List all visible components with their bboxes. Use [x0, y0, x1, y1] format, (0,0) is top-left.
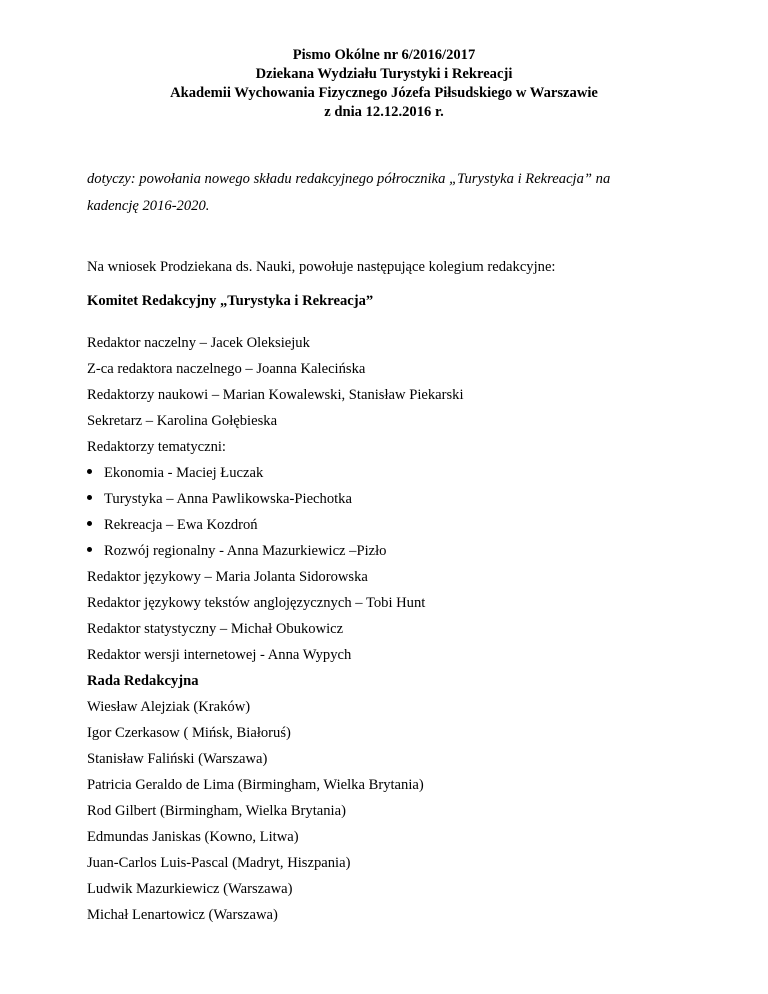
role-statistical-editor: Redaktor statystyczny – Michał Obukowicz	[87, 621, 344, 637]
council-member: Wiesław Alejziak (Kraków)	[87, 699, 251, 715]
role-english-language-editor: Redaktor językowy tekstów anglojęzycznych – Tobi Hunt	[87, 595, 426, 611]
role-language-editor: Redaktor językowy – Maria Jolanta Sidorowska	[87, 569, 368, 585]
header-line-1: Pismo Okólne nr 6/2016/2017	[292, 47, 476, 63]
role-editor-in-chief: Redaktor naczelny – Jacek Oleksiejuk	[87, 335, 310, 351]
list-item	[87, 464, 263, 483]
bullet-icon	[87, 547, 92, 552]
header-line-3: Akademii Wychowania Fizycznego Józefa Piłsudskiego w Warszawie	[170, 85, 598, 101]
council-member: Ludwik Mazurkiewicz (Warszawa)	[87, 881, 293, 897]
bullet-icon	[87, 469, 92, 474]
role-topical-editors: Redaktorzy tematyczni:	[87, 439, 226, 455]
topical-editor-regional: Rozwój regionalny - Anna Mazurkiewicz –Pizło	[104, 543, 387, 559]
bullet-icon	[87, 495, 92, 500]
role-web-editor: Redaktor wersji internetowej - Anna Wypych	[87, 647, 352, 663]
council-member: Juan-Carlos Luis-Pascal (Madryt, Hiszpania)	[87, 855, 351, 871]
bullet-icon	[87, 521, 92, 526]
role-deputy-editor: Z-ca redaktora naczelnego – Joanna Kalecińska	[87, 361, 366, 377]
council-member: Patricia Geraldo de Lima (Birmingham, Wielka Brytania)	[87, 777, 424, 793]
document-header	[0, 46, 768, 122]
role-scientific-editors: Redaktorzy naukowi – Marian Kowalewski, Stanisław Piekarski	[87, 387, 464, 403]
council-member: Igor Czerkasow ( Mińsk, Białoruś)	[87, 725, 291, 741]
intro-text: Na wniosek Prodziekana ds. Nauki, powołuje następujące kolegium redakcyjne:	[87, 259, 556, 275]
header-line-4: z dnia 12.12.2016 r.	[324, 104, 444, 120]
council-member: Rod Gilbert (Birmingham, Wielka Brytania)	[87, 803, 346, 819]
header-line-2: Dziekana Wydziału Turystyki i Rekreacji	[255, 66, 513, 82]
subject-line-2: kadencję 2016-2020.	[87, 198, 210, 214]
council-member: Michał Lenartowicz (Warszawa)	[87, 907, 278, 923]
subject-line-1: dotyczy: powołania nowego składu redakcyjnego półrocznika „Turystyka i Rekreacja” na	[87, 171, 611, 187]
council-member: Stanisław Faliński (Warszawa)	[87, 751, 268, 767]
list-item	[87, 490, 352, 509]
role-secretary: Sekretarz – Karolina Gołębieska	[87, 413, 278, 429]
subject	[87, 166, 687, 220]
topical-editor-recreation: Rekreacja – Ewa Kozdroń	[104, 517, 258, 533]
council-member: Edmundas Janiskas (Kowno, Litwa)	[87, 829, 299, 845]
list-item	[87, 542, 386, 561]
topical-editor-economics: Ekonomia - Maciej Łuczak	[104, 465, 264, 481]
list-item	[87, 516, 258, 535]
topical-editor-tourism: Turystyka – Anna Pawlikowska-Piechotka	[104, 491, 352, 507]
council-heading: Rada Redakcyjna	[87, 673, 199, 689]
committee-heading: Komitet Redakcyjny „Turystyka i Rekreacja”	[87, 293, 374, 309]
